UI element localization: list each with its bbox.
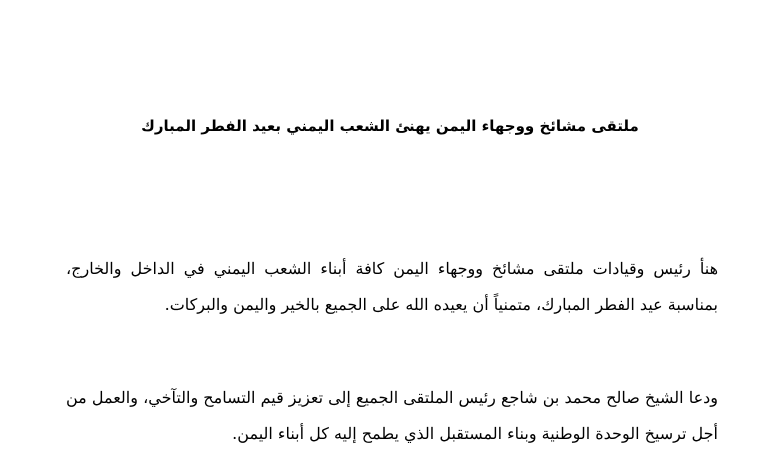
paragraph-call-to-unity: ودعا الشيخ صالح محمد بن شاجع رئيس الملتقى الجميع إلى تعزيز قيم التسامح والتآخي، والعمل من أجل ترسيخ الوحدة الوطنية وبناء المستقبل الذي يطمح إليه كل أبناء اليمن. xyxy=(66,388,718,443)
paragraph-greeting: هنأ رئيس وقيادات ملتقى مشائخ ووجهاء اليمن كافة أبناء الشعب اليمني في الداخل والخارج، بمناسبة عيد الفطر المبارك، متمنياً أن يعيده الله على الجميع بالخير واليمن والبركات. xyxy=(66,259,719,314)
article-title: ملتقى مشائخ ووجهاء اليمن يهنئ الشعب اليمني بعيد الفطر المبارك xyxy=(141,117,639,135)
